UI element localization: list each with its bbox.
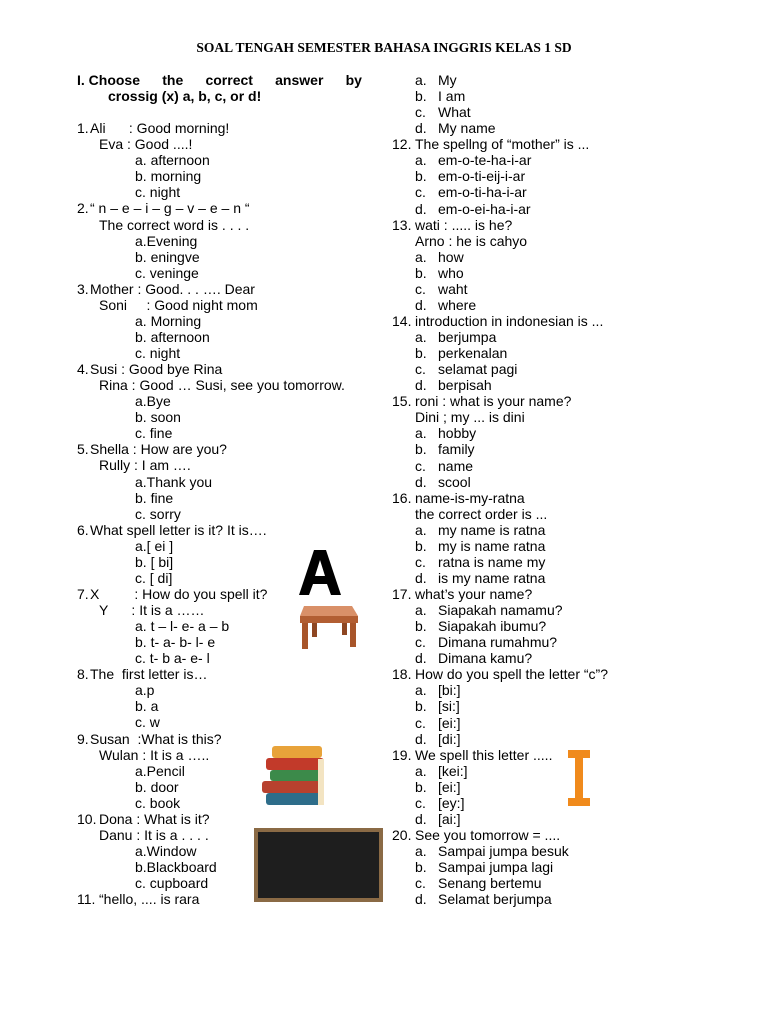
answer-option <box>392 120 682 136</box>
page-title: SOAL TENGAH SEMESTER BAHASA INGGRIS KELAS 1 SD <box>196 40 572 55</box>
option-text: [di:] <box>438 730 461 747</box>
answer-option: a.[ ei ] <box>135 537 174 554</box>
question-text: Ali : Good morning! <box>90 120 230 137</box>
answer-option: b. t- a- b- l- e <box>135 634 216 651</box>
answer-option <box>392 88 682 104</box>
option-text: Siapakah ibumu? <box>438 618 547 635</box>
option-text: perkenalan <box>438 345 508 362</box>
question-14 <box>392 313 682 393</box>
question-text: The spellng of “mother” is ... <box>415 136 590 153</box>
question-number: 15. <box>392 393 412 410</box>
answer-option: a. afternoon <box>135 152 210 169</box>
option-letter: b. <box>415 88 427 105</box>
answer-option <box>392 779 682 795</box>
option-text: Siapakah namamu? <box>438 602 563 619</box>
option-text: my is name ratna <box>438 537 546 554</box>
question-text: X : How do you spell it? <box>90 585 268 602</box>
answer-option <box>392 104 682 120</box>
option-text: [ei:] <box>438 714 461 731</box>
question-number: 6. <box>77 521 89 538</box>
answer-option: a. Morning <box>135 312 202 329</box>
option-text: em-o-ti-eij-i-ar <box>438 168 526 185</box>
option-letter: c. <box>415 361 426 378</box>
dialog-line: Arno : he is cahyo <box>415 232 528 249</box>
answer-option <box>392 297 682 313</box>
letter-i-picture <box>565 748 593 808</box>
option-text: [ai:] <box>438 810 461 827</box>
option-text: my name is ratna <box>438 521 546 538</box>
option-text: hobby <box>438 425 477 442</box>
option-text: Sampai jumpa besuk <box>438 843 569 859</box>
question-text: Susan :What is this? <box>90 730 222 747</box>
question-text: We spell this letter ..... <box>415 746 553 763</box>
answer-option: c. [ di] <box>135 569 173 586</box>
question-number: 12. <box>392 136 412 153</box>
dialog-line: The correct word is . . . . <box>99 216 250 233</box>
option-letter: a. <box>415 602 427 619</box>
option-letter: b. <box>415 168 427 185</box>
option-text: waht <box>438 280 468 297</box>
dialog-line: Soni : Good night mom <box>99 296 258 313</box>
blackboard-icon <box>258 832 379 898</box>
option-letter: c. <box>415 184 426 201</box>
answer-option <box>392 811 682 827</box>
answer-option <box>392 458 682 474</box>
letter-a-picture <box>296 547 344 597</box>
option-letter: b. <box>415 778 427 795</box>
answer-option <box>392 554 682 570</box>
instruction-word: I. Choose <box>77 72 141 88</box>
answer-option <box>392 249 682 265</box>
answer-option <box>392 72 682 88</box>
answer-option: c. t- b a- e- l <box>135 650 210 667</box>
option-text: I am <box>438 88 466 105</box>
answer-option <box>392 152 682 168</box>
question-line <box>77 811 362 827</box>
dialog-line: Dini ; my ... is dini <box>415 409 525 426</box>
option-text: scool <box>438 473 471 490</box>
question-number: 5. <box>77 441 89 458</box>
answer-option: a. t – l- e- a – b <box>135 618 230 635</box>
question-text: See you tomorrow = .... <box>415 826 561 843</box>
answer-option <box>392 570 682 586</box>
table-picture <box>298 602 360 652</box>
option-text: em-o-te-ha-i-ar <box>438 152 532 169</box>
question-13 <box>392 217 682 313</box>
option-letter: d. <box>415 810 427 827</box>
option-text: ratna is name my <box>438 553 546 570</box>
option-text: [si:] <box>438 698 460 715</box>
question-8 <box>77 666 362 730</box>
question-line <box>392 490 682 506</box>
answer-option <box>392 345 682 361</box>
question-text: “hello, .... is rara <box>99 891 200 908</box>
answer-option <box>392 875 682 891</box>
question-text: what’s your name? <box>415 586 533 602</box>
letter-i-icon <box>565 748 593 808</box>
question-number: 10. <box>77 810 97 827</box>
answer-option <box>392 441 682 457</box>
instructions-line-1 <box>77 72 362 88</box>
answer-option: a.Pencil <box>135 762 185 779</box>
instruction-word: the <box>162 72 184 88</box>
option-letter: d. <box>415 200 427 217</box>
option-letter: d. <box>415 569 427 586</box>
option-letter: a. <box>415 152 427 169</box>
right-questions <box>392 136 682 907</box>
question-11-options <box>392 72 682 136</box>
option-text: [ey:] <box>438 794 465 811</box>
question-16 <box>392 490 682 586</box>
answer-option: a.p <box>135 682 155 699</box>
question-line <box>77 441 362 457</box>
answer-option: c. sorry <box>135 505 181 522</box>
option-text: Selamat berjumpa <box>438 891 552 908</box>
answer-option: b. door <box>135 778 179 795</box>
option-text: how <box>438 248 464 265</box>
option-text: em-o-ti-ha-i-ar <box>438 184 527 201</box>
question-line <box>77 522 362 538</box>
option-text: What <box>438 104 471 121</box>
answer-option <box>392 281 682 297</box>
question-line <box>392 313 682 329</box>
option-letter: a. <box>415 762 427 779</box>
question-3 <box>77 281 362 361</box>
dialog-line: Danu : It is a . . . . <box>99 826 209 843</box>
question-line <box>392 217 682 233</box>
option-text: My name <box>438 120 496 137</box>
answer-option <box>392 715 682 731</box>
question-text: introduction in indonesian is ... <box>415 312 604 329</box>
right-column <box>392 72 682 907</box>
answer-option <box>392 425 682 441</box>
question-text: “ n – e – i – g – v – e – n “ <box>90 200 250 217</box>
answer-option: b. soon <box>135 409 181 426</box>
question-line <box>392 393 682 409</box>
answer-option <box>392 698 682 714</box>
answer-option <box>392 265 682 281</box>
answer-option <box>392 859 682 875</box>
answer-option: b. eningve <box>135 248 200 265</box>
question-number: 18. <box>392 666 412 683</box>
answer-option <box>392 731 682 747</box>
option-text: [ei:] <box>438 778 461 795</box>
question-line <box>77 120 362 136</box>
option-letter: d. <box>415 120 427 137</box>
option-letter: d. <box>415 650 427 667</box>
option-text: [kei:] <box>438 762 468 779</box>
question-line <box>77 666 362 682</box>
dialog-line: Y : It is a …… <box>99 602 205 619</box>
answer-option <box>392 891 682 907</box>
answer-option: c. veninge <box>135 264 199 281</box>
instructions <box>77 72 362 104</box>
option-letter: b. <box>415 441 427 458</box>
answer-option: b. fine <box>135 489 174 506</box>
option-letter: b. <box>415 537 427 554</box>
option-letter: b. <box>415 345 427 362</box>
letter-a-icon <box>296 547 344 597</box>
question-5 <box>77 441 362 521</box>
question-19 <box>392 747 682 827</box>
option-letter: d. <box>415 473 427 490</box>
answer-option: c. night <box>135 184 181 201</box>
question-text: Shella : How are you? <box>90 441 227 458</box>
question-text: roni : what is your name? <box>415 393 572 410</box>
question-line <box>77 281 362 297</box>
option-letter: b. <box>415 264 427 281</box>
option-letter: c. <box>415 875 426 892</box>
option-letter: a. <box>415 521 427 538</box>
answer-option <box>392 184 682 200</box>
answer-option <box>392 538 682 554</box>
answer-option: b.Blackboard <box>135 859 217 876</box>
books-picture <box>258 743 336 809</box>
answer-option: c. fine <box>135 425 173 442</box>
question-number: 9. <box>77 730 89 747</box>
question-number: 11. <box>77 891 96 908</box>
option-letter: d. <box>415 891 427 908</box>
question-15 <box>392 393 682 489</box>
answer-option <box>392 682 682 698</box>
option-letter: c. <box>415 634 426 651</box>
answer-option <box>392 634 682 650</box>
question-number: 3. <box>77 280 89 297</box>
answer-option <box>392 201 682 217</box>
answer-option: a.Bye <box>135 393 171 410</box>
question-number: 16. <box>392 489 412 506</box>
question-17 <box>392 586 682 666</box>
question-text: The first letter is… <box>90 666 208 683</box>
option-letter: b. <box>415 618 427 635</box>
dialog-line: Rully : I am …. <box>99 457 191 474</box>
option-text: is my name ratna <box>438 569 546 586</box>
answer-option: b. afternoon <box>135 328 210 345</box>
question-text: Susi : Good bye Rina <box>90 361 223 378</box>
answer-option: c. cupboard <box>135 875 209 892</box>
option-text: Dimana kamu? <box>438 650 533 667</box>
question-number: 17. <box>392 586 412 602</box>
answer-option: a.Evening <box>135 232 198 249</box>
answer-option <box>392 474 682 490</box>
question-number: 8. <box>77 666 89 683</box>
option-letter: c. <box>415 714 426 731</box>
option-text: berjumpa <box>438 329 497 345</box>
answer-option: b. [ bi] <box>135 553 174 570</box>
question-text: How do you spell the letter “c”? <box>415 666 608 683</box>
option-text: Dimana rumahmu? <box>438 634 558 651</box>
option-text: selamat pagi <box>438 361 518 378</box>
option-letter: a. <box>415 248 427 265</box>
option-text: name <box>438 457 474 474</box>
instruction-word: answer <box>275 72 324 88</box>
blackboard-picture <box>254 828 383 902</box>
question-text: What spell letter is it? It is…. <box>90 521 267 538</box>
option-letter: d. <box>415 730 427 747</box>
question-number: 4. <box>77 361 89 378</box>
answer-option <box>392 602 682 618</box>
question-line <box>392 747 682 763</box>
answer-option: b. morning <box>135 168 202 185</box>
answer-option <box>392 795 682 811</box>
option-text: em-o-ei-ha-i-ar <box>438 200 531 217</box>
option-letter: b. <box>415 859 427 876</box>
question-number: 14. <box>392 312 412 329</box>
instruction-word: correct <box>205 72 253 88</box>
option-letter: a. <box>415 843 427 859</box>
dialog-line: Rina : Good … Susi, see you tomorrow. <box>99 377 345 394</box>
option-text: My <box>438 72 457 88</box>
question-line <box>392 136 682 152</box>
table-icon <box>298 602 360 652</box>
question-number: 7. <box>77 585 89 602</box>
question-line <box>392 586 682 602</box>
instruction-word: by <box>345 72 362 88</box>
question-number: 20. <box>392 826 412 843</box>
answer-option: c. book <box>135 794 181 811</box>
answer-option <box>392 361 682 377</box>
question-text: name-is-my-ratna <box>415 489 525 506</box>
question-line <box>77 361 362 377</box>
dialog-line: Eva : Good ....! <box>99 136 193 153</box>
question-text: wati : ..... is he? <box>415 216 513 233</box>
question-20 <box>392 827 682 907</box>
dialog-line: the correct order is ... <box>415 505 548 522</box>
question-18 <box>392 666 682 746</box>
option-letter: c. <box>415 280 426 297</box>
option-text: where <box>438 296 477 313</box>
answer-option: c. night <box>135 345 181 362</box>
option-letter: d. <box>415 296 427 313</box>
question-2 <box>77 200 362 280</box>
question-12 <box>392 136 682 216</box>
option-text: Senang bertemu <box>438 875 542 892</box>
question-text: Mother : Good. . . …. Dear <box>90 280 255 297</box>
option-letter: b. <box>415 698 427 715</box>
answer-option <box>392 168 682 184</box>
option-letter: a. <box>415 72 427 88</box>
question-1 <box>77 120 362 200</box>
answer-option <box>392 329 682 345</box>
option-letter: a. <box>415 425 427 442</box>
option-letter: a. <box>415 329 427 345</box>
books-icon <box>258 743 336 809</box>
option-letter: c. <box>415 104 426 121</box>
question-text: Dona : What is it? <box>99 810 210 827</box>
option-letter: c. <box>415 553 426 570</box>
answer-option: b. a <box>135 698 159 715</box>
option-text: Sampai jumpa lagi <box>438 859 554 876</box>
option-text: [bi:] <box>438 682 461 699</box>
question-line <box>77 200 362 216</box>
question-number: 13. <box>392 216 412 233</box>
dialog-line: Wulan : It is a ….. <box>99 746 210 763</box>
answer-option: a.Thank you <box>135 473 213 490</box>
answer-option <box>392 618 682 634</box>
question-4 <box>77 361 362 441</box>
answer-option <box>392 522 682 538</box>
option-text: who <box>438 264 464 281</box>
answer-option <box>392 763 682 779</box>
answer-option <box>392 843 682 859</box>
question-number: 2. <box>77 200 89 217</box>
answer-option: a.Window <box>135 842 197 859</box>
option-letter: c. <box>415 457 426 474</box>
question-line <box>392 666 682 682</box>
question-number: 19. <box>392 746 412 763</box>
instructions-line-2: crossig (x) a, b, c, or d! <box>108 88 262 105</box>
question-line <box>392 827 682 843</box>
option-text: family <box>438 441 475 458</box>
option-text: berpisah <box>438 377 492 394</box>
answer-option <box>392 650 682 666</box>
spacer <box>77 104 362 120</box>
answer-option <box>392 377 682 393</box>
question-number: 1. <box>77 120 89 137</box>
answer-option: c. w <box>135 714 160 731</box>
option-letter: a. <box>415 682 427 699</box>
option-letter: c. <box>415 794 426 811</box>
option-letter: d. <box>415 377 427 394</box>
